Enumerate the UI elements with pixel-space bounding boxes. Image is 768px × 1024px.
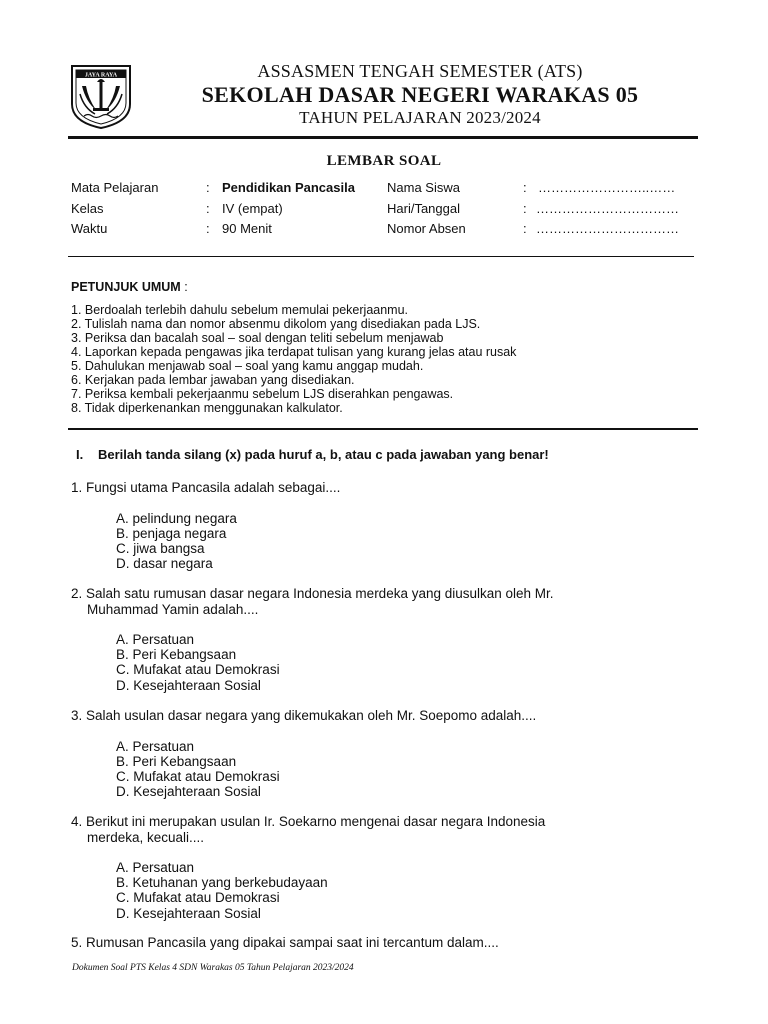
school-name: SEKOLAH DASAR NEGERI WARAKAS 05 — [201, 82, 639, 107]
info-colon: : — [523, 201, 527, 216]
info-colon: : — [523, 180, 527, 195]
question-text: 4. Berikut ini merupakan usulan Ir. Soekarno mengenai dasar negara Indonesia — [71, 814, 546, 829]
info-label-time: Waktu — [71, 221, 108, 236]
instruction-item: 7. Periksa kembali pekerjaanmu sebelum LJS diserahkan pengawas. — [71, 387, 454, 401]
instruction-item: 8. Tidak diperkenankan menggunakan kalkulator. — [71, 401, 343, 415]
instruction-item: 4. Laporkan kepada pengawas jika terdapat tulisan yang kurang jelas atau rusak — [71, 345, 517, 359]
answer-option[interactable]: C. jiwa bangsa — [116, 540, 205, 556]
instruction-item: 5. Dahulukan menjawab soal – soal yang kamu anggap mudah. — [71, 359, 424, 373]
info-label-class: Kelas — [71, 201, 104, 216]
question-2 — [71, 586, 554, 693]
answer-option[interactable]: C. Mufakat atau Demokrasi — [116, 662, 280, 678]
exam-heading: ASSASMEN TENGAH SEMESTER (ATS) — [257, 61, 583, 81]
question-3 — [71, 708, 536, 799]
info-colon: : — [523, 221, 527, 236]
answer-option[interactable]: C. Mufakat atau Demokrasi — [116, 890, 280, 906]
info-label-student-name: Nama Siswa — [387, 180, 460, 195]
logo-text: JAYA RAYA — [84, 72, 118, 79]
question-text-continued: Muhammad Yamin adalah.... — [87, 601, 259, 617]
info-field-absent-number[interactable]: …………………………… — [536, 221, 679, 236]
section-divider — [68, 428, 698, 430]
instructions-list — [71, 303, 516, 415]
instruction-item: 1. Berdoalah terlebih dahulu sebelum memulai pekerjaanmu. — [71, 303, 409, 317]
sheet-title: LEMBAR SOAL — [326, 153, 442, 169]
question-text: 1. Fungsi utama Pancasila adalah sebagai.... — [71, 480, 341, 495]
instruction-item: 6. Kerjakan pada lembar jawaban yang disediakan. — [71, 373, 355, 387]
section-instruction: I. Berilah tanda silang (x) pada huruf a, b, atau c pada jawaban yang benar! — [76, 447, 549, 462]
info-value-class: IV (empat) — [222, 201, 283, 216]
answer-option[interactable]: B. Peri Kebangsaan — [116, 753, 237, 769]
question-5 — [71, 935, 499, 951]
info-divider — [68, 256, 694, 257]
answer-option[interactable]: D. Kesejahteraan Sosial — [116, 905, 261, 921]
academic-year: TAHUN PELAJARAN 2023/2024 — [299, 108, 541, 127]
instruction-item: 2. Tulislah nama dan nomor absenmu dikolom yang disediakan pada LJS. — [71, 317, 481, 331]
question-4 — [71, 814, 545, 921]
answer-option[interactable]: A. Persatuan — [116, 632, 195, 647]
answer-options — [71, 739, 536, 800]
answer-options — [71, 860, 545, 921]
info-field-student-name[interactable]: ……………………..…… — [538, 180, 676, 195]
jakarta-emblem-logo — [68, 64, 134, 130]
info-colon: : — [206, 180, 210, 195]
instruction-item: 3. Periksa dan bacalah soal – soal dengan teliti sebelum menjawab — [71, 331, 444, 345]
answer-option[interactable]: D. dasar negara — [116, 556, 213, 572]
info-label-absent-number: Nomor Absen — [387, 221, 466, 236]
question-text: 2. Salah satu rumusan dasar negara Indonesia merdeka yang diusulkan oleh Mr. — [71, 586, 554, 601]
question-text: 3. Salah usulan dasar negara yang dikemukakan oleh Mr. Soepomo adalah.... — [71, 708, 537, 723]
info-field-date[interactable]: …………………………… — [536, 201, 679, 216]
document-footer: Dokumen Soal PTS Kelas 4 SDN Warakas 05 Tahun Pelajaran 2023/2024 — [72, 963, 354, 973]
answer-option[interactable]: A. Persatuan — [116, 738, 195, 754]
answer-options — [71, 511, 340, 572]
answer-option[interactable]: C. Mufakat atau Demokrasi — [116, 768, 280, 784]
question-1 — [71, 480, 340, 571]
answer-option[interactable]: D. Kesejahteraan Sosial — [116, 677, 261, 693]
answer-option[interactable]: A. pelindung negara — [116, 510, 237, 526]
answer-option[interactable]: D. Kesejahteraan Sosial — [116, 784, 261, 800]
info-value-subject: Pendidikan Pancasila — [222, 180, 355, 195]
answer-option[interactable]: B. Ketuhanan yang berkebudayaan — [116, 875, 328, 891]
info-value-time: 90 Menit — [222, 221, 272, 236]
answer-options — [71, 632, 554, 693]
question-text-continued: merdeka, kecuali.... — [87, 829, 205, 845]
instructions-title: PETUNJUK UMUM : — [71, 280, 188, 294]
info-label-subject: Mata Pelajaran — [71, 180, 159, 195]
answer-option[interactable]: B. penjaga negara — [116, 525, 227, 541]
info-label-date: Hari/Tanggal — [387, 201, 460, 216]
question-text: 5. Rumusan Pancasila yang dipakai sampai saat ini tercantum dalam.... — [71, 935, 499, 950]
info-colon: : — [206, 201, 210, 216]
header-divider — [68, 136, 698, 139]
answer-option[interactable]: B. Peri Kebangsaan — [116, 647, 237, 663]
answer-option[interactable]: A. Persatuan — [116, 860, 195, 875]
info-colon: : — [206, 221, 210, 236]
